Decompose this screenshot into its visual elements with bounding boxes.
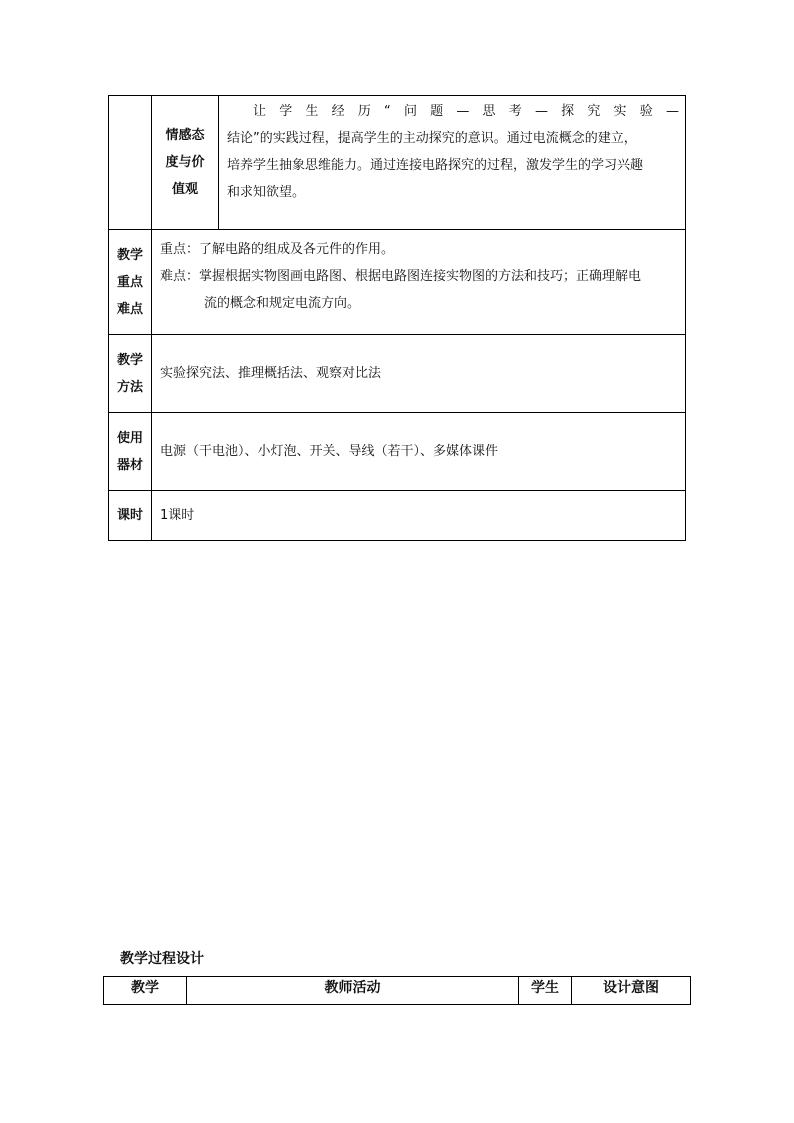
lesson-plan-table [108,95,686,541]
equipment-text: 电源（干电池）、小灯泡、开关、导线（若干）、多媒体课件 [160,444,499,459]
equipment-content [152,413,686,491]
process-header-row [104,977,691,1005]
lesson-time-content [152,491,686,541]
header-design-intent: 设计意图 [572,977,691,1005]
emotion-line-3: 培养学生抽象思维能力。通过连接电路探究的过程，激发学生的学习兴趣 [227,158,644,173]
method-content [152,335,686,413]
lesson-time-text: 1课时 [160,508,195,523]
emotion-line-1: 让 学 生 经 历 “ 问 题 — 思 考 — 探 究 实 验 — [253,104,679,119]
process-title: 教学过程设计 [120,951,204,967]
header-student: 学生 [519,977,572,1005]
method-text: 实验探究法、推理概括法、观察对比法 [160,366,382,381]
lesson-time-label: 课时 [109,491,152,541]
process-table [103,976,691,1005]
difficulty-text-1: 难点：掌握根据实物图画电路图、根据电路图连接实物图的方法和技巧；正确理解电 [160,269,642,284]
emotion-label: 情感态 度与价 值观 [152,96,219,230]
method-row [109,335,686,413]
key-points-content [152,230,686,335]
difficulty-text-2: 流的概念和规定电流方向。 [204,296,361,311]
emotion-line-4: 和求知欲望。 [227,185,306,200]
equipment-label: 使用 器材 [109,413,152,491]
header-teaching: 教学 [104,977,187,1005]
key-points-row [109,230,686,335]
key-points-label: 教学 重点 难点 [109,230,152,335]
empty-category-cell [109,96,152,230]
emotion-text [219,96,686,230]
emotion-row [109,96,686,230]
lesson-time-row [109,491,686,541]
focus-text: 重点：了解电路的组成及各元件的作用。 [160,242,395,257]
emotion-line-2: 结论”的实践过程，提高学生的主动探究的意识。通过电流概念的建立， [227,131,637,146]
equipment-row [109,413,686,491]
method-label: 教学 方法 [109,335,152,413]
header-teacher-activity: 教师活动 [187,977,519,1005]
